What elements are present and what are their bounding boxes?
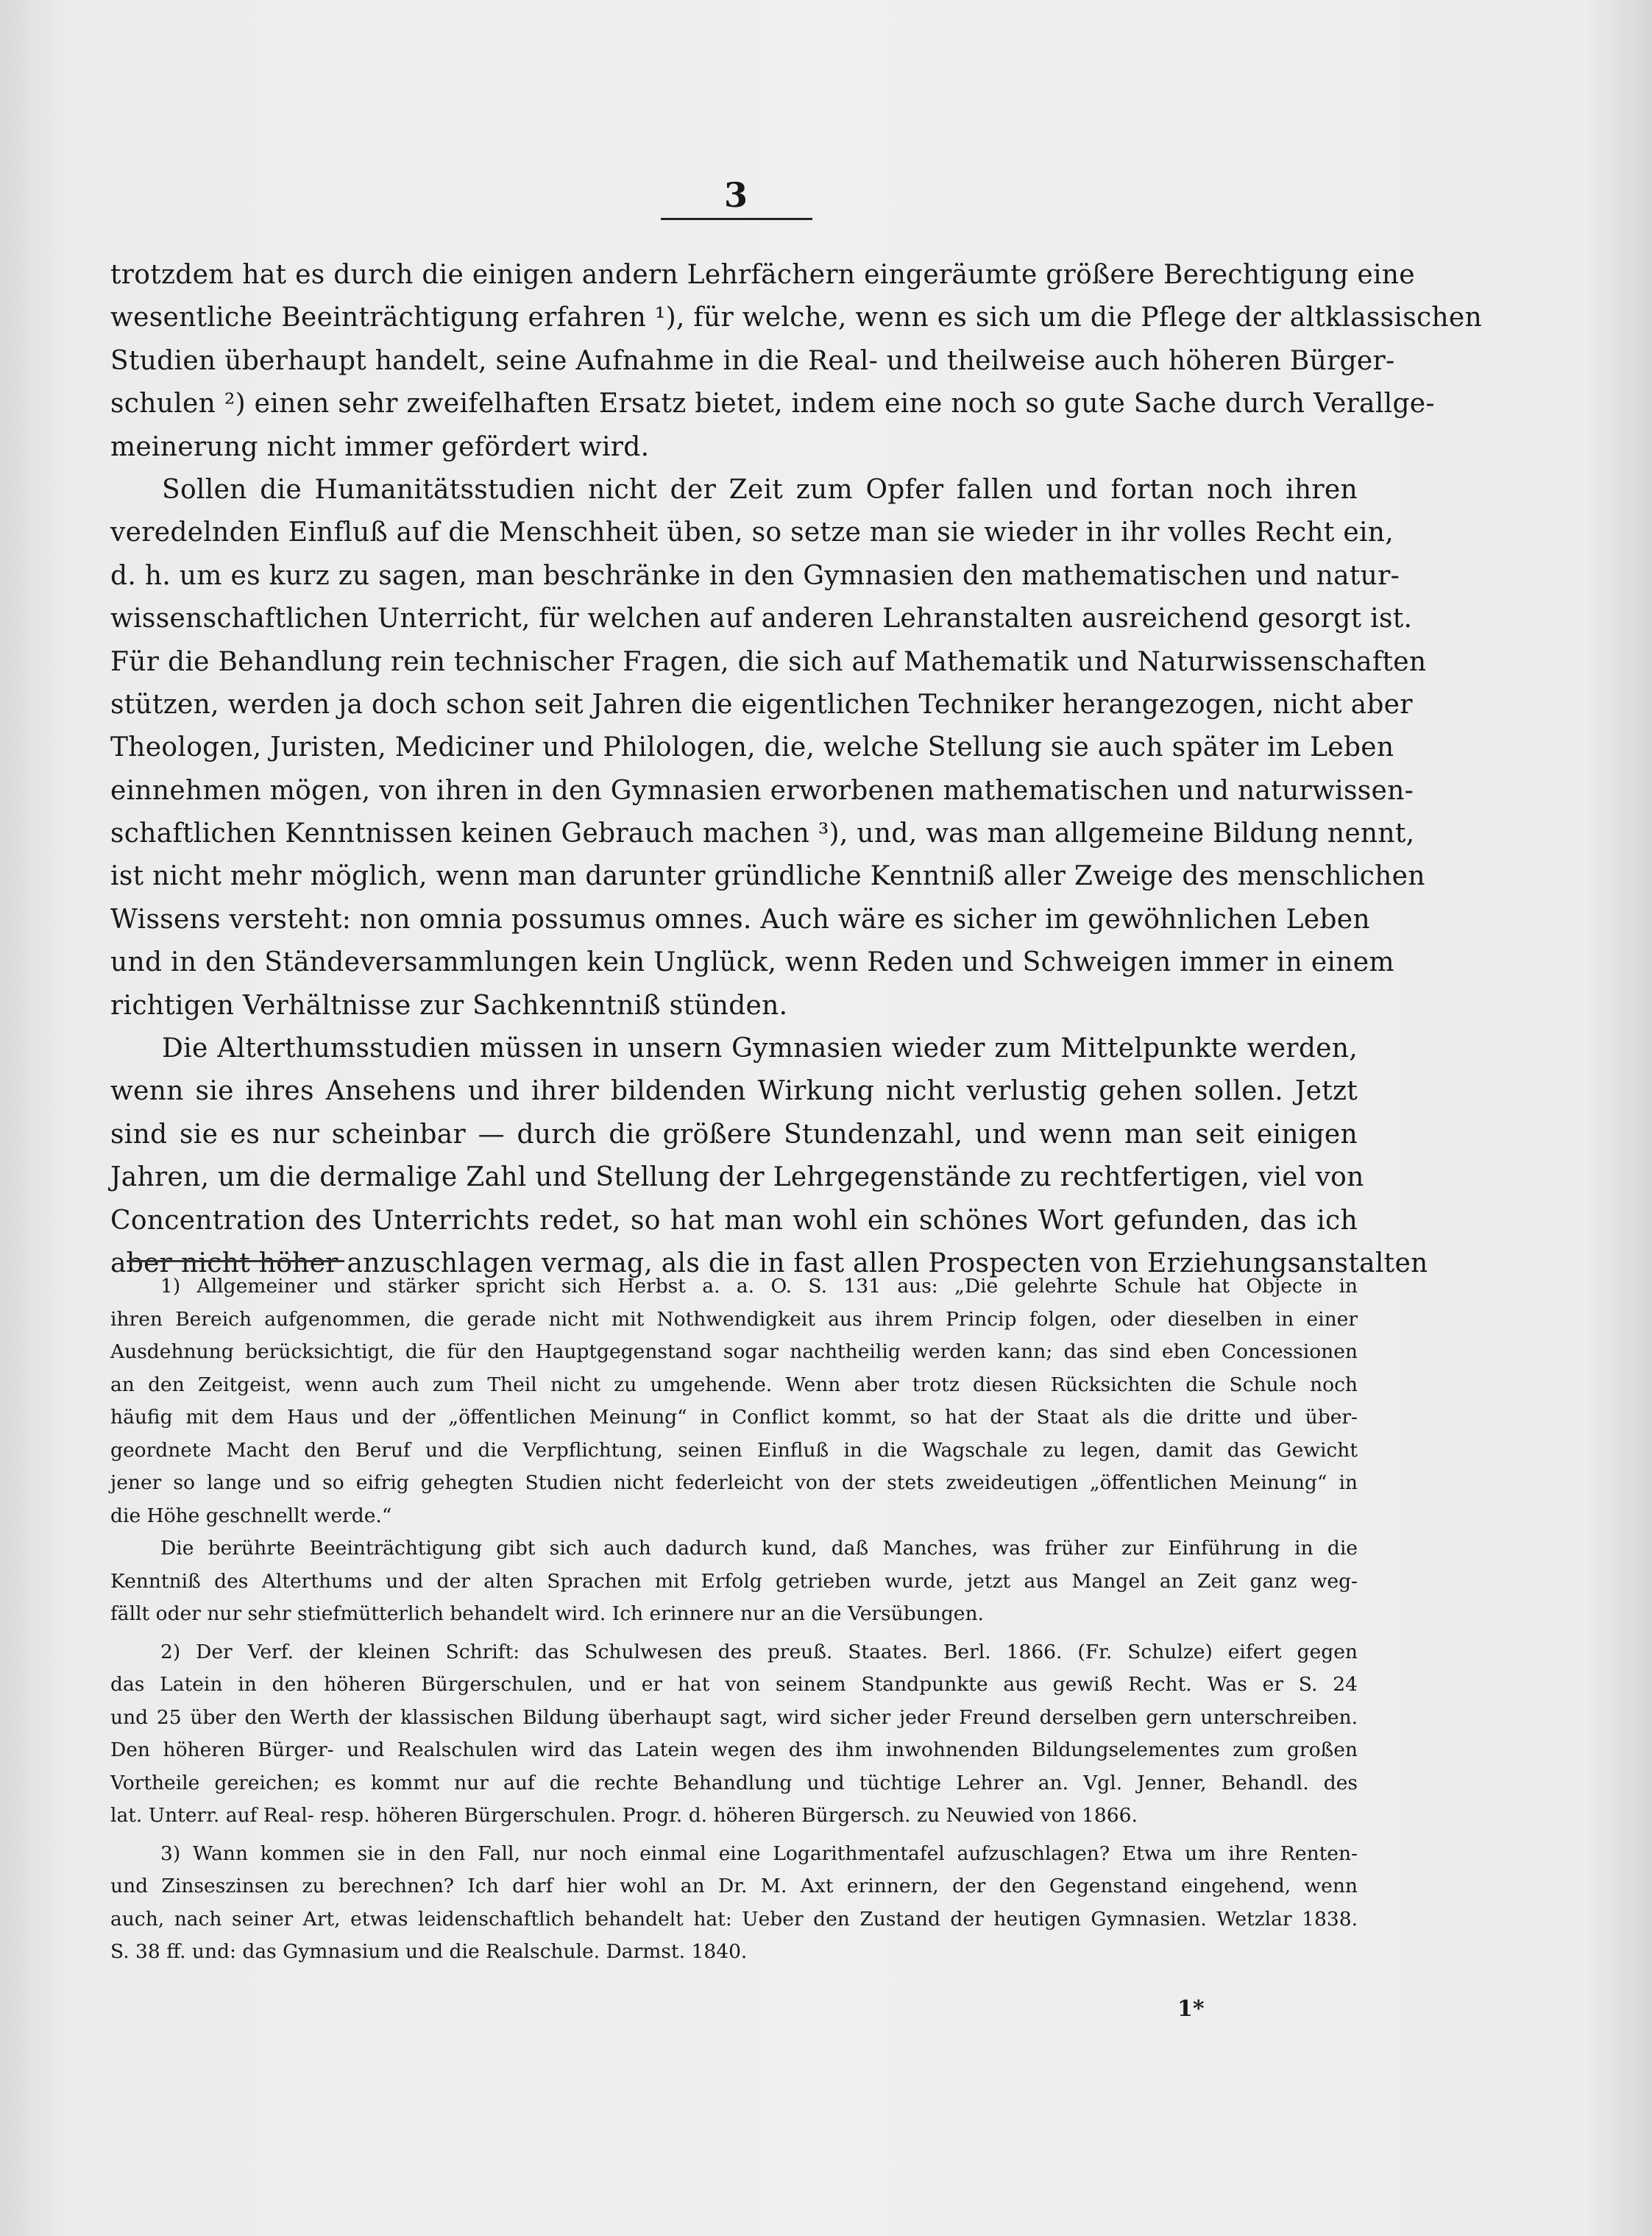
footnote-line: und Zinseszinsen zu berechnen? Ich darf hier wohl an Dr. M. Axt erinnern, der den Gegenstand eingehend, wenn	[110, 1875, 1358, 1897]
footnote-line: 3) Wann kommen sie in den Fall, nur noch einmal eine Logarithmentafel aufzuschlagen? Etwa um ihre Renten-	[160, 1841, 1358, 1865]
footnote-separator	[127, 1260, 344, 1262]
footnote-line: und 25 über den Werth der klassischen Bildung überhaupt sagt, wird sicher jeder Freund derselben gern unterschreiben.	[110, 1705, 1358, 1729]
text-line: aber nicht höher anzuschlagen vermag, als die in fast allen Prospecten von Erziehungsanstalten	[110, 1248, 1428, 1278]
footnote-line: fällt oder nur sehr stiefmütterlich behandelt wird. Ich erinnere nur an die Versübungen.	[110, 1602, 984, 1625]
text-line: wesentliche Beeinträchtigung erfahren ¹), für welche, wenn es sich um die Pflege der altklassischen	[110, 303, 1483, 333]
text-line: Die Alterthumsstudien müssen in unsern Gymnasien wieder zum Mittelpunkte werden,	[162, 1033, 1358, 1064]
footnote-line: S. 38 ff. und: das Gymnasium und die Realschule. Darmst. 1840.	[110, 1940, 748, 1963]
footnote-line: Den höheren Bürger- und Realschulen wird das Latein wegen des ihm inwohnenden Bildungselementes zum großen	[110, 1738, 1358, 1761]
footnote-line: Ausdehnung berücksichtigt, die für den Hauptgegenstand sogar nachtheilig werden kann; das sind eben Concessionen	[110, 1340, 1358, 1363]
footnote-line: Vortheile gereichen; es kommt nur auf die rechte Behandlung und tüchtige Lehrer an. Vgl. Jenner, Behandl. des	[110, 1771, 1358, 1794]
footnote-line: das Latein in den höheren Bürgerschulen, und er hat von seinem Standpunkte aus gewiß Recht. Was er S. 24	[110, 1673, 1358, 1696]
text-line: schaftlichen Kenntnissen keinen Gebrauch machen ³), und, was man allgemeine Bildung nennt,	[110, 818, 1415, 849]
footnote-line: ihren Bereich aufgenommen, die gerade nicht mit Nothwendigkeit aus ihrem Princip folgen, oder dieselben in einer	[110, 1307, 1358, 1331]
footnote-line: geordnete Macht den Beruf und die Verpflichtung, seinen Einfluß in die Wagschale zu legen, damit das Gewicht	[110, 1438, 1358, 1462]
text-line: Studien überhaupt handelt, seine Aufnahme in die Real- und theilweise auch höheren Bürger-	[110, 345, 1395, 376]
body-text	[110, 254, 1483, 1285]
text-line: veredelnden Einfluß auf die Menschheit üben, so setze man sie wieder in ihr volles Recht ein,	[110, 517, 1394, 548]
page-number: 3	[723, 175, 748, 215]
footnote-line: häufig mit dem Haus und der „öffentlichen Meinung“ in Conflict kommt, so hat der Staat als die dritte und über-	[110, 1406, 1358, 1429]
page-number-rule	[661, 218, 812, 220]
text-line: d. h. um es kurz zu sagen, man beschränke in den Gymnasien den mathematischen und natur-	[110, 560, 1400, 591]
text-line: und in den Ständeversammlungen kein Unglück, wenn Reden und Schweigen immer in einem	[110, 947, 1394, 978]
footnote-line: 1) Allgemeiner und stärker spricht sich Herbst a. a. O. S. 131 aus: „Die gelehrte Schule hat Objecte in	[160, 1275, 1358, 1298]
footnotes	[110, 1270, 1358, 1969]
text-line: einnehmen mögen, von ihren in den Gymnasien erworbenen mathematischen und naturwissen-	[110, 775, 1414, 806]
footnote-line: Die berührte Beeinträchtigung gibt sich auch dadurch kund, daß Manches, was früher zur Einführung in die	[160, 1537, 1358, 1560]
text-line: Jahren, um die dermalige Zahl und Stellung der Lehrgegenstände zu rechtfertigen, viel von	[110, 1162, 1364, 1193]
text-line: sind sie es nur scheinbar — durch die größere Stundenzahl, und wenn man seit einigen	[110, 1119, 1358, 1150]
text-line: schulen ²) einen sehr zweifelhaften Ersatz bietet, indem eine noch so gute Sache durch Verallge-	[110, 389, 1435, 420]
footnote-line: 2) Der Verf. der kleinen Schrift: das Schulwesen des preuß. Staates. Berl. 1866. (Fr. Schulze) eifert gegen	[160, 1640, 1358, 1663]
text-line: Theologen, Juristen, Mediciner und Philologen, die, welche Stellung sie auch später im Leben	[110, 732, 1394, 763]
text-line: wenn sie ihres Ansehens und ihrer bildenden Wirkung nicht verlustig gehen sollen. Jetzt	[110, 1076, 1358, 1107]
footnote-line: lat. Unterr. auf Real- resp. höheren Bürgerschulen. Progr. d. höheren Bürgersch. zu Neuwied von 1866.	[110, 1804, 1138, 1827]
text-line: trotzdem hat es durch die einigen andern Lehrfächern eingeräumte größere Berechtigung eine	[110, 260, 1415, 290]
text-line: wissenschaftlichen Unterricht, für welchen auf anderen Lehranstalten ausreichend gesorgt ist.	[110, 604, 1413, 634]
footnote-line: an den Zeitgeist, wenn auch zum Theil nicht zu umgehende. Wenn aber trotz diesen Rücksichten die Schule noch	[110, 1373, 1358, 1396]
text-line: richtigen Verhältnisse zur Sachkenntniß stünden.	[110, 990, 788, 1021]
text-line: Wissens versteht: non omnia possumus omnes. Auch wäre es sicher im gewöhnlichen Leben	[110, 904, 1370, 935]
text-line: Concentration des Unterrichts redet, so hat man wohl ein schönes Wort gefunden, das ich	[110, 1205, 1358, 1236]
signature-mark: 1*	[1177, 1996, 1205, 2022]
footnote-line: auch, nach seiner Art, etwas leidenschaftlich behandelt hat: Ueber den Zustand der heutigen Gymnasien. Wetzlar 1838.	[110, 1907, 1358, 1931]
text-line: stützen, werden ja doch schon seit Jahren die eigentlichen Techniker herangezogen, nicht aber	[110, 689, 1413, 720]
footnote-line: jener so lange und so eifrig gehegten Studien nicht federleicht von der stets zweideutigen „öffentlichen Meinung“ in	[110, 1471, 1358, 1494]
text-line: Für die Behandlung rein technischer Fragen, die sich auf Mathematik und Naturwissenschaften	[110, 646, 1427, 677]
footnote-line: die Höhe geschnellt werde.“	[110, 1504, 392, 1527]
text-line: Sollen die Humanitätsstudien nicht der Zeit zum Opfer fallen und fortan noch ihren	[162, 474, 1358, 505]
text-line: meinerung nicht immer gefördert wird.	[110, 431, 650, 462]
footnote-line: Kenntniß des Alterthums und der alten Sprachen mit Erfolg getrieben wurde, jetzt aus Mangel an Zeit ganz weg-	[110, 1569, 1358, 1593]
text-line: ist nicht mehr möglich, wenn man darunter gründliche Kenntniß aller Zweige des menschlichen	[110, 861, 1425, 892]
